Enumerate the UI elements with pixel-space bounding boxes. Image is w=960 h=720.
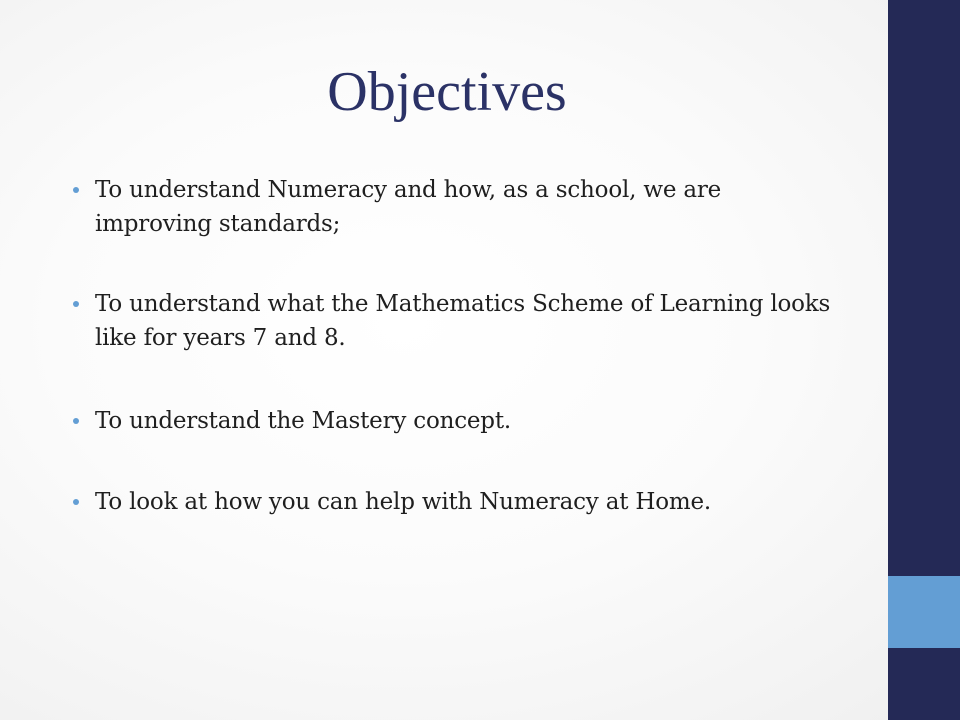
bullet-item — [70, 287, 840, 355]
bullet-marker — [73, 187, 79, 193]
bullet-marker — [73, 499, 79, 505]
bullet-text: To look at how you can help with Numeracy at Home. — [95, 489, 711, 515]
sidebar-accent-block — [888, 576, 960, 648]
slide-title: Objectives — [327, 61, 567, 123]
bullet-text: To understand Numeracy and how, as a school, we are improving standards; — [95, 177, 722, 237]
sidebar-dark-top — [888, 0, 960, 576]
bullet-text: To understand the Mastery concept. — [95, 408, 511, 434]
bullet-item — [70, 485, 840, 519]
bullet-marker — [73, 301, 79, 307]
sidebar-dark-bottom — [888, 648, 960, 720]
objectives-list — [70, 173, 840, 519]
bullet-item — [70, 404, 840, 438]
bullet-text: To understand what the Mathematics Scheme of Learning looks like for years 7 and 8. — [95, 291, 831, 351]
bullet-marker — [73, 418, 79, 424]
bullet-item — [70, 173, 840, 241]
